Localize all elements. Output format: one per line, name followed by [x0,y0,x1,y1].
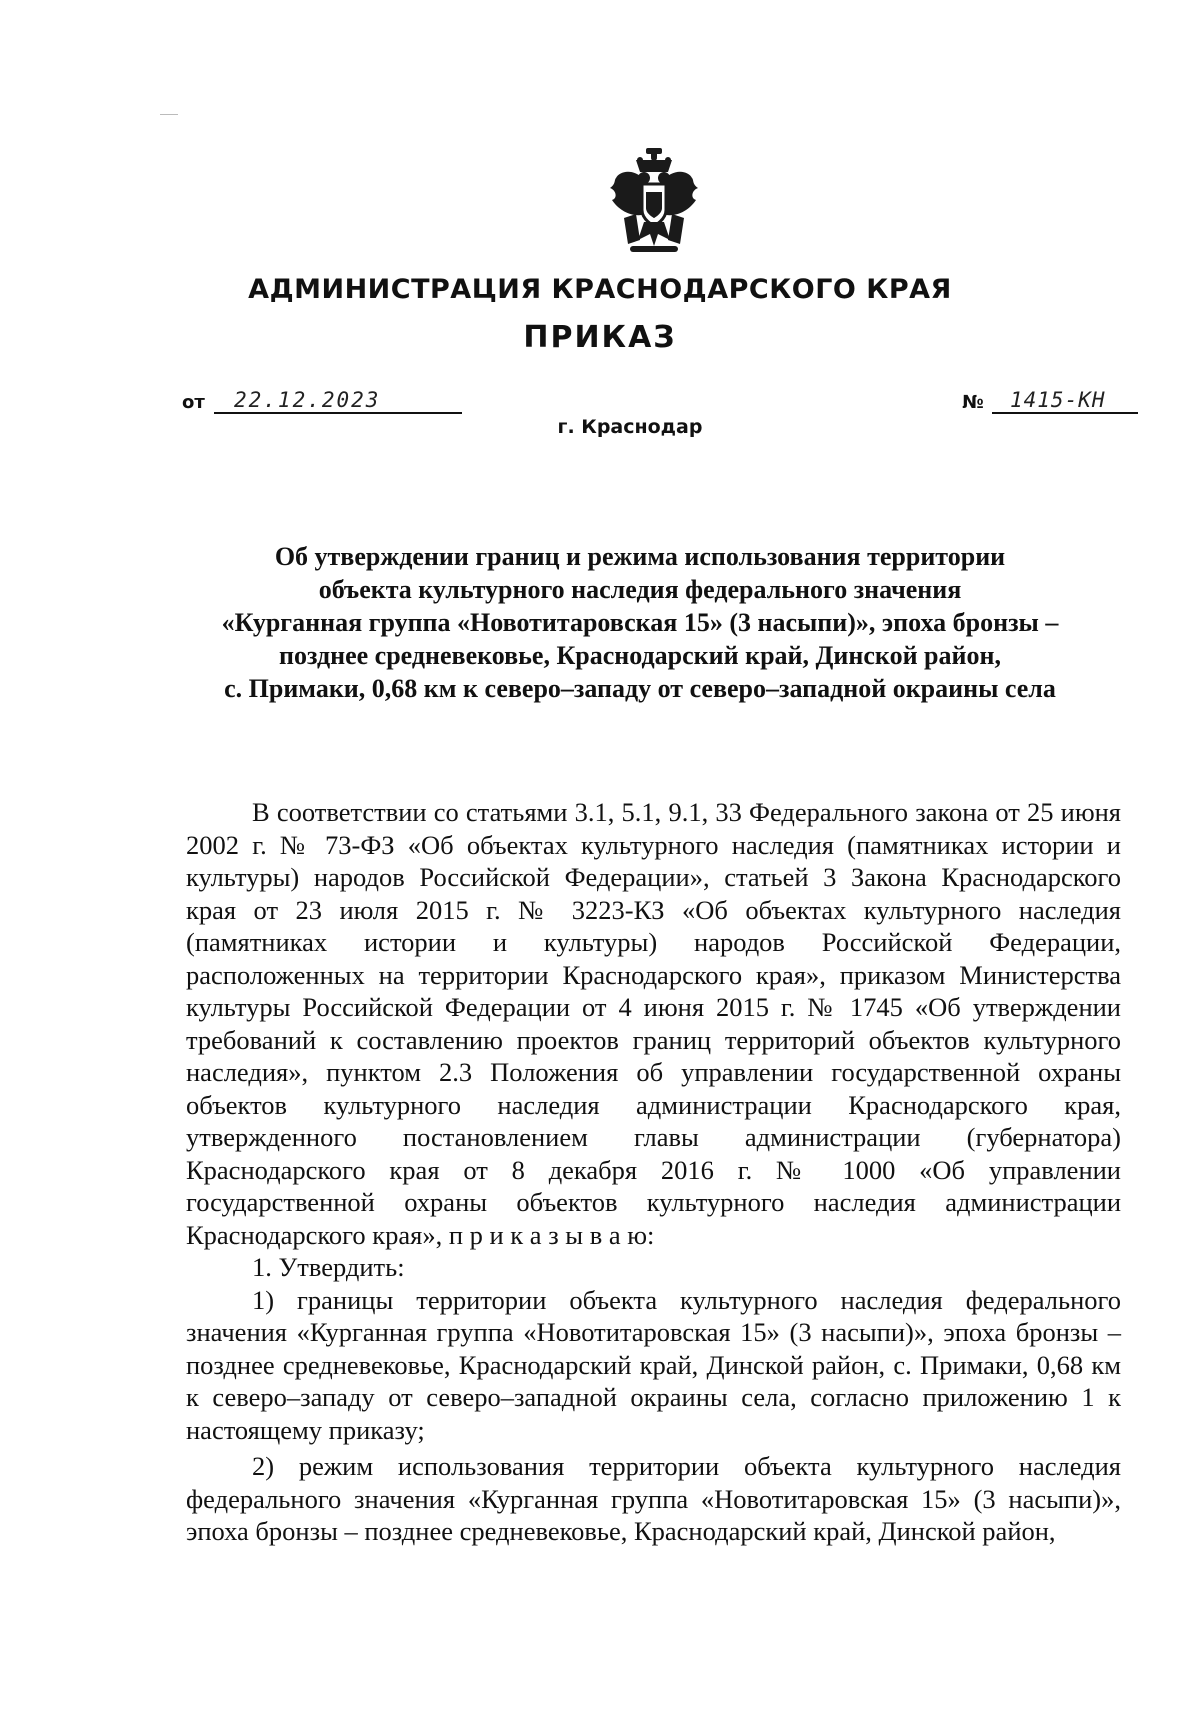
title-line: позднее средневековье, Краснодарский край, Динской район, [279,641,1001,670]
city-name: г. Краснодар [557,416,703,438]
number-field [962,388,1140,418]
coat-of-arms-emblem [606,148,702,258]
number-underline [992,412,1138,414]
date-field [182,388,462,418]
number-label: № [962,392,984,413]
title-line: с. Примаки, 0,68 км к северо–западу от северо–западной окраины села [224,674,1056,703]
document-type: ПРИКАЗ [523,320,677,355]
document-title [160,540,1120,705]
document-body [186,796,1121,1548]
date-underline [214,412,462,414]
scan-artifact [160,114,178,115]
handwritten-date: 22.12.2023 [234,388,381,412]
preamble-paragraph: В соответствии со статьями 3.1, 5.1, 9.1, 33 Федерального закона от 25 июня 2002 г. № 73-ФЗ «Об объектах культурного наследия (памятниках истории и культуры) народов Российской Федерации», статьей 3 Закона Краснодарского края от 23 июля 2015 г. № 3223-КЗ «Об объектах культурного наследия (памятниках истории и культуры) народов Российской Федерации, расположенных на территории Краснодарского края», приказом Министерства культуры Российской Федерации от 4 июня 2015 г. № 1745 «Об утверждении требований к составлению проектов границ территорий объектов культурного наследия», пунктом 2.3 Положения об управлении государственной охраны объектов культурного наследия администрации Краснодарского края, утвержденного постановлением главы администрации (губернатора) Краснодарского края от 8 декабря 2016 г. № 1000 «Об управлении государственной охраны объектов культурного наследия администрации Краснодарского края», п р и к а з ы в а ю: [186,797,1121,1250]
handwritten-number: 1415-КН [1010,388,1106,412]
title-line: объекта культурного наследия федерального значения [318,575,962,604]
organization-name: АДМИНИСТРАЦИЯ КРАСНОДАРСКОГО КРАЯ [248,274,952,305]
item-1-paragraph: 1. Утвердить: [252,1252,405,1282]
item-1-2-paragraph: 2) режим использования территории объекта культурного наследия федерального значения «Курганная группа «Новотитаровская 15» (3 насыпи)», эпоха бронзы – позднее средневековье, Краснодарский край, Динской район, [186,1451,1121,1546]
title-line: Об утверждении границ и режима использования территории [274,542,1006,571]
item-1-1-paragraph: 1) границы территории объекта культурного наследия федерального значения «Курганная группа «Новотитаровская 15» (3 насыпи)», эпоха бронзы – позднее средневековье, Краснодарский край, Динской район, с. Примаки, 0,68 км к северо–западу от северо–западной окраины села, согласно приложению 1 к настоящему приказу; [186,1284,1121,1445]
title-line: «Курганная группа «Новотитаровская 15» (3 насыпи)», эпоха бронзы – [221,608,1059,637]
date-label: от [182,392,205,413]
